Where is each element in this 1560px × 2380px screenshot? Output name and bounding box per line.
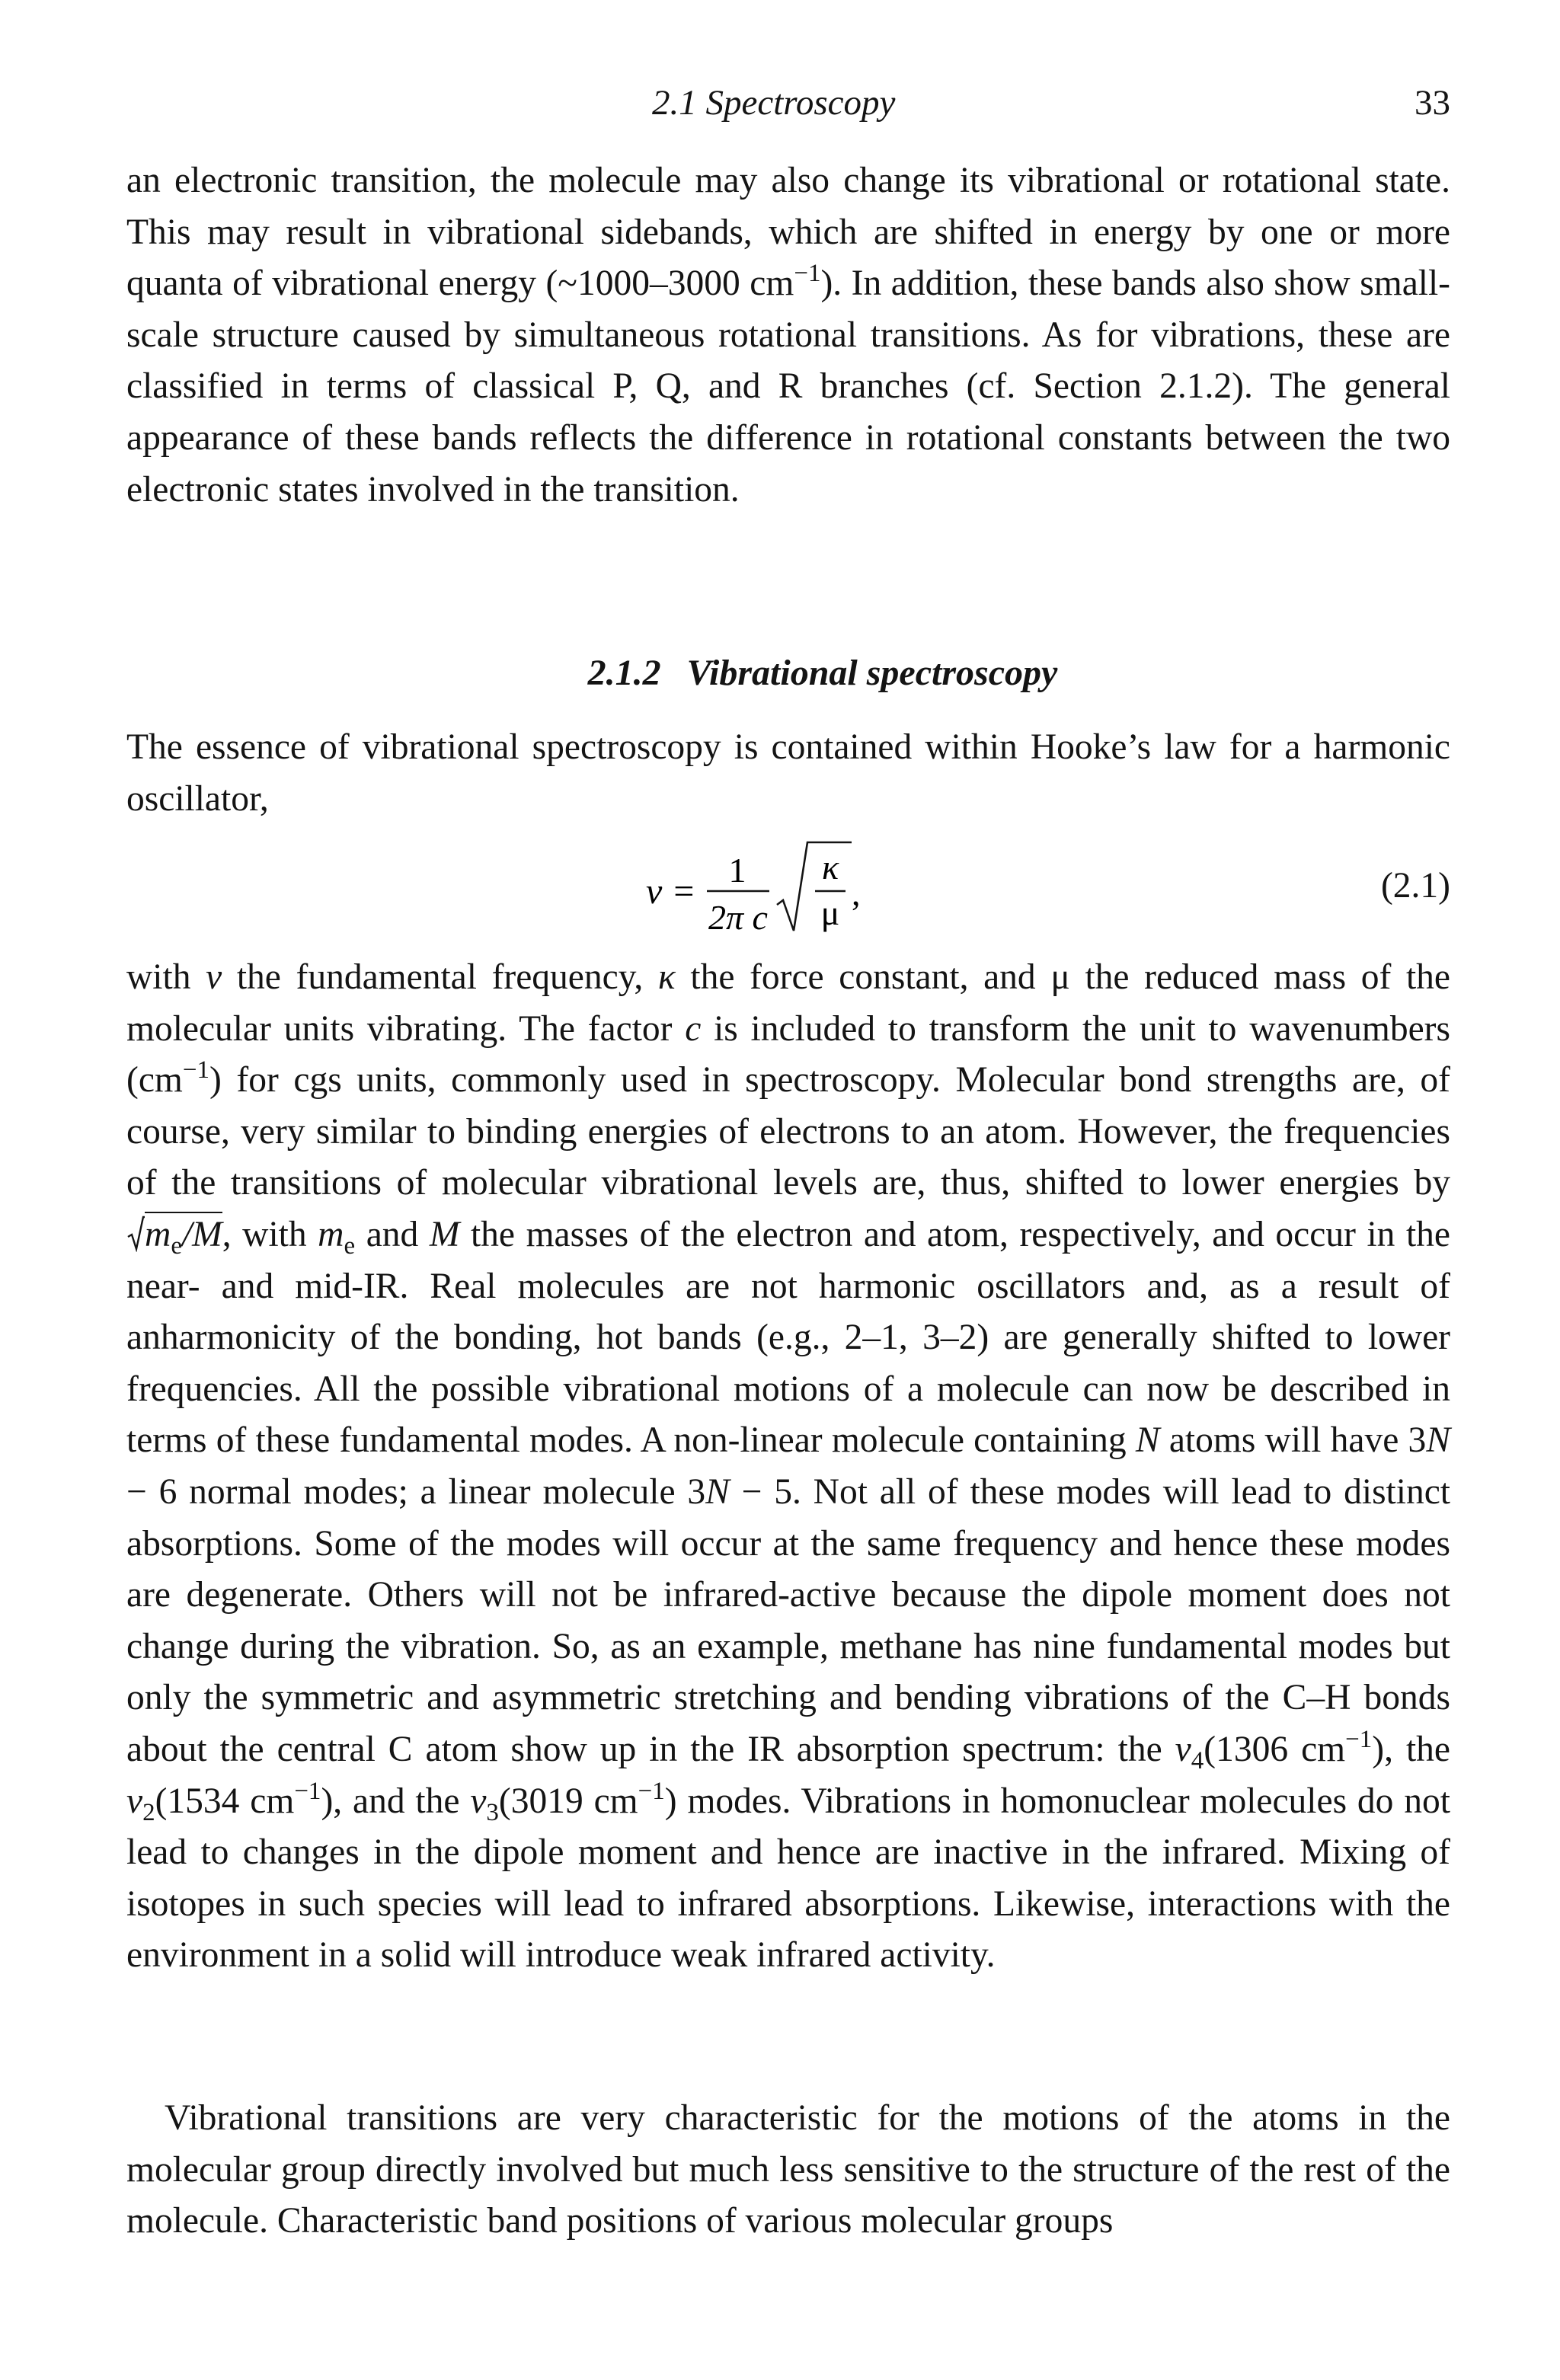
paragraph-text: Vibrational transitions are very characteristic for the motions of the atoms in the molecular group directly involved but much less sensitive to the structure of the rest of the molecule. Characteristic band positions of various molecular groups [126, 2098, 1450, 2241]
radicand-numerator: κ [821, 848, 839, 887]
equation-numerator: 1 [728, 851, 746, 890]
paragraph-text: with ν the fundamental frequency, κ the force constant, and μ the reduced mass of the molecular units vibrating. The factor c is included to transform the unit to wavenumbers $(cm^{-1})$ for cgs units, commonly used in spectroscopy. Molecular bond strengths are, of course, very similar to binding energies of electrons to an atom. However, the frequencies of the transitions of molecular vibrational levels are, thus, shifted to lower energies by $m_e/M$, with $m_e$ and M the masses of the electron and atom, respectively, and occur in the near- and mid-IR. Real molecules are not harmonic oscillators and, as a result of anharmonicity of the bonding, hot bands (e.g., 2–1, 3–2) are generally shifted to lower frequencies. All the possible vibrational motions of a molecule can now be described in terms of these fundamental modes. A non-linear molecule containing N atoms will have 3N − 6 normal modes; a linear molecule 3N − 5. Not all of these modes will lead to distinct absorptions. Some of the modes will occur at the same frequency and hence these modes are degenerate. Others will not be infrared-active because the dipole moment does not change during the vibration. So, as an example, methane has nine fundamental modes but only the symmetric and asymmetric stretching and bending vibrations of the C–H bonds about the central C atom show up in the IR absorption spectrum: the $\nu_4(1306$ $cm^{-1}$), the $\nu_2(1534$ $cm^{-1}$), and the $\nu_3(3019$ $cm^{-1}$) modes. Vibrations in homonuclear molecules do not lead to changes in the dipole moment and hence are inactive in the infrared. Mixing of isotopes in such species will lead to infrared absorptions. Likewise, interactions with the environment in a solid will introduce weak infrared activity. [126, 957, 1450, 1976]
equation-denominator: 2π c [708, 898, 768, 937]
running-head-section-title: 2.1 Spectroscopy [652, 83, 896, 123]
paragraph-fundamental-frequency [126, 952, 1450, 1982]
sqrt-sign [777, 842, 852, 931]
sqrt-ratio: $m_e/M$ [126, 1215, 222, 1254]
running-head [126, 82, 1450, 128]
subsection-heading [126, 652, 1450, 694]
inline-sqrt-sign [126, 1216, 145, 1252]
paragraph-text: an electronic transition, the molecule may also change its vibrational or rotational state. This may result in vibrational sidebands, which are shifted in energy by one or more quanta of vibrational energy (~1000–3000 $cm^{-1}$). In addition, these bands also show small-scale structure caused by simultaneous rotational transitions. As for vibrations, these are classified in terms of classical P, Q, and R branches (cf. Section 2.1.2). The general appearance of these bands reflects the difference in rotational constants between the two electronic states involved in the transition. [126, 161, 1450, 510]
paragraph-electronic-transition [126, 155, 1450, 516]
equation-comma: , [852, 874, 861, 912]
subsection-title: Vibrational spectroscopy [686, 653, 1058, 693]
paragraph-text: The essence of vibrational spectroscopy is contained within Hooke’s law for a harmonic oscillator, [126, 727, 1450, 819]
paragraph-characteristic-bands [126, 2093, 1450, 2247]
subsection-number: 2.1.2 [587, 653, 661, 693]
radicand-denominator: μ [820, 893, 840, 932]
equation-lhs: ν = [646, 871, 696, 912]
page-number: 33 [1415, 83, 1450, 123]
equation-number: (2.1) [1380, 866, 1450, 906]
equation-formula [646, 830, 905, 944]
paragraph-hookes-law [126, 722, 1450, 825]
equation-2-1 [126, 830, 1450, 944]
